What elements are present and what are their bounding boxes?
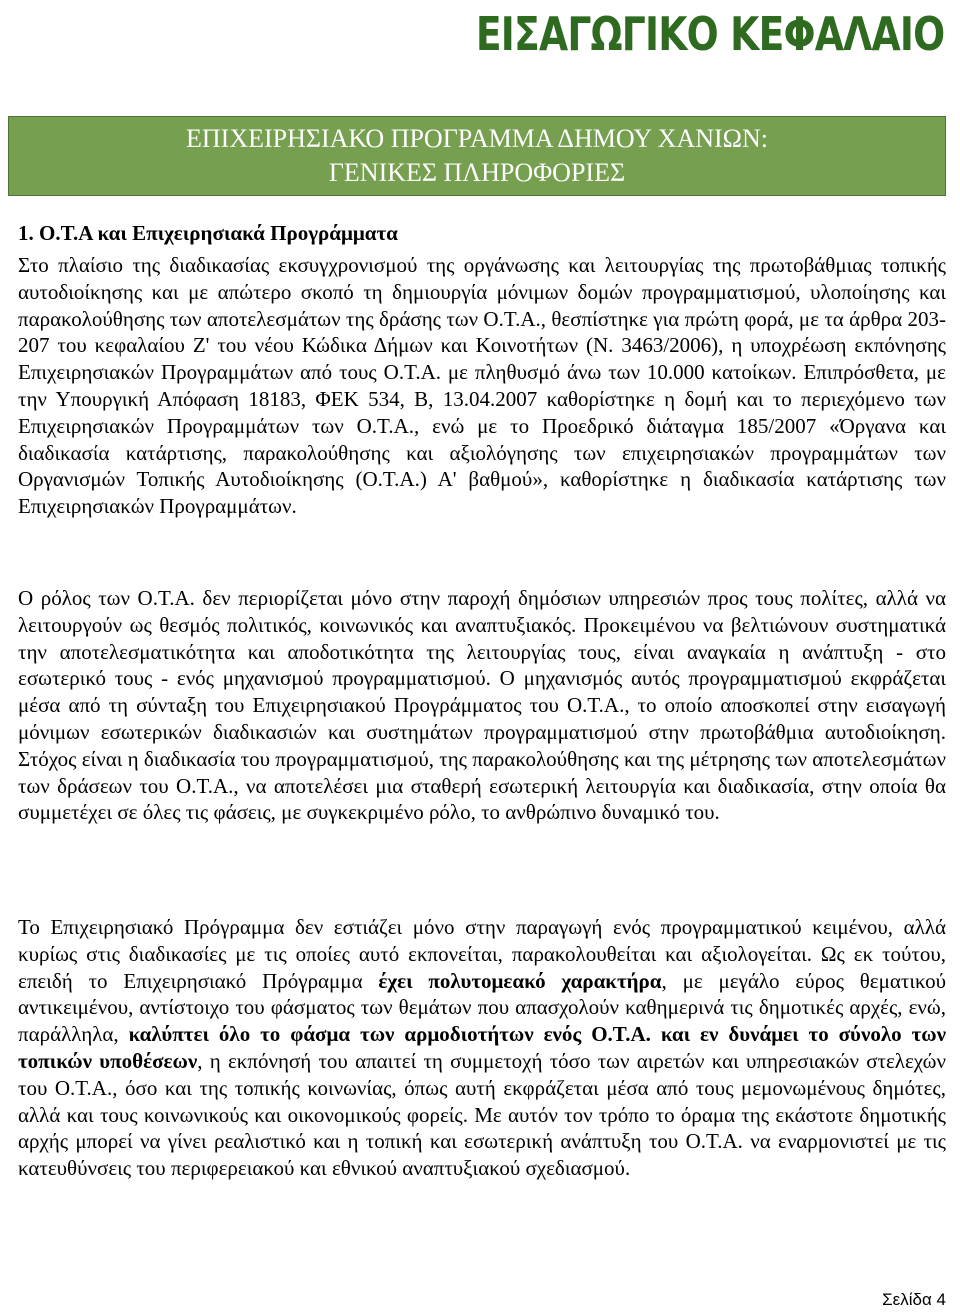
section-banner	[8, 116, 946, 196]
page-number: Σελίδα 4	[882, 1290, 946, 1309]
section-heading: 1. Ο.Τ.Α και Επιχειρησιακά Προγράμματα	[18, 221, 398, 245]
paragraph-text: , με μεγάλο εύρος θεματικού αντικειμένου, αντίστοιχο του φάσματος των θεμάτων που απασχολούν καθημερινά τις δημοτικές αρχές, ενώ, παράλληλα,	[18, 968, 946, 1047]
banner-title-line1: ΕΠΙΧΕΙΡΗΣΙΑΚΟ ΠΡΟΓΡΑΜΜΑ ΔΗΜΟΥ ΧΑΝΙΩΝ:	[186, 124, 768, 153]
banner-title-line2: ΓΕΝΙΚΕΣ ΠΛΗΡΟΦΟΡΙΕΣ	[328, 158, 626, 187]
paragraph-text: , η εκπόνησή του απαιτεί τη συμμετοχή τόσο των αιρετών και υπηρεσιακών στελεχών του Ο.Τ.Α., όσο και της τοπικής κοινωνίας, όπως αυτή εκφράζεται μέσα από τους μεμονωμένους δημότες, αλλά και τους κοινωνικούς και οικονομικούς φορείς. Με αυτόν τον τρόπο το όραμα της εκάστοτε δημοτικής αρχής μπορεί να γίνει ρεαλιστικό και η τοπική και εσωτερική ανάπτυξη του Ο.Τ.Α. να εναρμονιστεί με τις κατευθύνσεις του περιφερειακού και εθνικού αναπτυξιακού σχεδιασμού.	[18, 1048, 946, 1181]
emphasis-text: καλύπτει όλο το φάσμα των αρμοδιοτήτων ενός Ο.Τ.Α. και εν δυνάμει το σύνολο των τοπικών υποθέσεων	[18, 1022, 946, 1073]
paragraph-program-scope	[18, 914, 946, 1182]
paragraph-intro: Στο πλαίσιο της διαδικασίας εκσυγχρονισμού της οργάνωσης και λειτουργίας της πρωτοβάθμιας τοπικής αυτοδιοίκησης και με απώτερο σκοπό τη δημιουργία μόνιμων δομών προγραμματισμού, υλοποίησης και παρακολούθησης των αποτελεσμάτων της δράσης των Ο.Τ.Α., θεσπίστηκε για πρώτη φορά, με τα άρθρα 203-207 του κεφαλαίου Ζ' του νέου Κώδικα Δήμων και Κοινοτήτων (Ν. 3463/2006), η υποχρέωση εκπόνησης Επιχειρησιακών Προγραμμάτων από τους Ο.Τ.Α. με πληθυσμό άνω των 10.000 κατοίκων. Επιπρόσθετα, με την Υπουργική Απόφαση 18183, ΦΕΚ 534, Β, 13.04.2007 καθορίστηκε η δομή και το περιεχόμενο των Επιχειρησιακών Προγραμμάτων των Ο.Τ.Α., ενώ με το Προεδρικό διάταγμα 185/2007 «Όργανα και διαδικασία κατάρτισης, παρακολούθησης και αξιολόγησης των επιχειρησιακών προγραμμάτων των Οργανισμών Τοπικής Αυτοδιοίκησης (Ο.Τ.Α.) Α' βαθμού», καθορίστηκε η διαδικασία κατάρτισης των Επιχειρησιακών Προγραμμάτων.	[18, 253, 946, 519]
paragraph-text: Το Επιχειρησιακό Πρόγραμμα δεν εστιάζει μόνο στην παραγωγή ενός προγραμματικού κειμένου, αλλά κυρίως στις διαδικασίες με τις οποίες αυτό εκπονείται, παρακολουθείται και αξιολογείται. Ως εκ τούτου, επειδή το Επιχειρησιακό Πρόγραμμα	[18, 915, 946, 993]
chapter-title: ΕΙΣΑΓΩΓΙΚΟ ΚΕΦΑΛΑΙΟ	[475, 7, 944, 61]
emphasis-text: έχει πολυτομεακό χαρακτήρα	[378, 968, 662, 993]
paragraph-role-of-ota: Ο ρόλος των Ο.Τ.Α. δεν περιορίζεται μόνο στην παροχή δημόσιων υπηρεσιών προς τους πολίτες, αλλά να λειτουργούν ως θεσμός πολιτικός, κοινωνικός και αναπτυξιακός. Προκειμένου να βελτιώνουν συστηματικά την αποτελεσματικότητα και αποδοτικότητα της λειτουργίας τους, είναι αναγκαία η ανάπτυξη - στο εσωτερικό τους - ενός μηχανισμού προγραμματισμού. Ο μηχανισμός αυτός προγραμματισμού εκφράζεται μέσα από τη σύνταξη του Επιχειρησιακού Προγράμματος του Ο.Τ.Α., το οποίο αποσκοπεί στην εισαγωγή μόνιμων εσωτερικών διαδικασιών και συστημάτων προγραμματισμού στην πρωτοβάθμια αυτοδιοίκηση. Στόχος είναι η διαδικασία του προγραμματισμού, της παρακολούθησης και της μέτρησης των αποτελεσμάτων των δράσεων του Ο.Τ.Α., να αποτελέσει μια σταθερή εσωτερική λειτουργία και διαδικασία, στην οποία θα συμμετέχει σε όλες τις φάσεις, με συγκεκριμένο ρόλο, το ανθρώπινο δυναμικό του.	[18, 586, 946, 825]
